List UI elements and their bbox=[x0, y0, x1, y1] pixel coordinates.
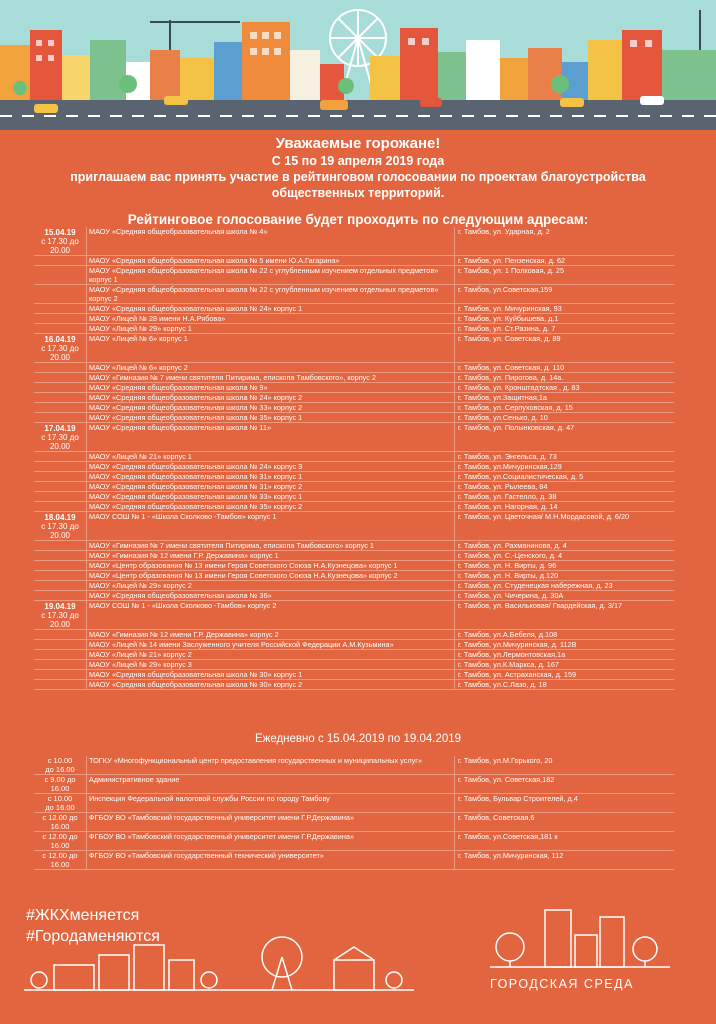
address-cell: г. Тамбов, ул.Советская,181 к bbox=[454, 832, 674, 850]
address-cell: г. Тамбов, ул. Советская, д. 89 bbox=[454, 334, 674, 362]
day-label: 18.04.19 bbox=[44, 513, 76, 522]
date-cell bbox=[34, 756, 86, 774]
time-to: 20.00 bbox=[49, 442, 71, 451]
date-cell bbox=[34, 482, 86, 491]
date-cell bbox=[34, 423, 86, 451]
date-cell bbox=[34, 630, 86, 639]
date-cell bbox=[34, 413, 86, 422]
organization-cell: МАОУ СОШ № 1 - «Школа Сколково -Тамбов» корпус 1 bbox=[86, 512, 454, 540]
table-row bbox=[34, 541, 674, 551]
time-to: 16.00 bbox=[50, 840, 70, 850]
table-row bbox=[34, 266, 674, 285]
organization-cell: МАОУ «Центр образования № 13 имени Героя Советского Союза Н.А.Кузнецова» корпус 1 bbox=[86, 561, 454, 570]
table-row bbox=[34, 334, 674, 363]
table-row bbox=[34, 502, 674, 512]
organization-cell: Инспекция Федеральной налоговой службы России по городу Тамбову bbox=[86, 794, 454, 812]
address-cell: г. Тамбов, ул. Серпуховская, д. 15 bbox=[454, 403, 674, 412]
organization-cell: МАОУ «Средняя общеобразовательная школа № 5 имени Ю.А.Гагарина» bbox=[86, 256, 454, 265]
organization-cell: МАОУ «Лицей № 29» корпус 2 bbox=[86, 581, 454, 590]
table-row bbox=[34, 413, 674, 423]
table-row bbox=[34, 373, 674, 383]
table-row bbox=[34, 452, 674, 462]
time-from: с 12.00 до bbox=[42, 851, 78, 860]
date-cell bbox=[34, 660, 86, 669]
date-cell bbox=[34, 256, 86, 265]
time-to: до 16.00 bbox=[45, 764, 75, 774]
address-cell: г. Тамбов, ул. Советская, д. 110 bbox=[454, 363, 674, 372]
date-cell bbox=[34, 472, 86, 481]
date-cell bbox=[34, 650, 86, 659]
table-row bbox=[34, 756, 674, 775]
organization-cell: ФГБОУ ВО «Тамбовский государственный университет имени Г.Р.Державина» bbox=[86, 813, 454, 831]
date-cell bbox=[34, 383, 86, 392]
table-row bbox=[34, 650, 674, 660]
address-cell: г. Тамбов, ул. Пензенская, д. 62 bbox=[454, 256, 674, 265]
organization-cell: ТОГКУ «Многофункциональный центр предоставления государственных и муниципальных услуг» bbox=[86, 756, 454, 774]
table-row bbox=[34, 851, 674, 870]
greeting: Уважаемые горожане! bbox=[275, 135, 441, 152]
address-cell: г. Тамбов, ул. Цветочная/ М.Н.Мордасовой, д. 6/20 bbox=[454, 512, 674, 540]
organization-cell: МАОУ «Средняя общеобразовательная школа № 31» корпус 2 bbox=[86, 482, 454, 491]
time-to: 20.00 bbox=[49, 353, 71, 362]
table-row bbox=[34, 383, 674, 393]
organization-cell: МАОУ «Лицей № 21» корпус 1 bbox=[86, 452, 454, 461]
date-cell bbox=[34, 571, 86, 580]
table-row bbox=[34, 256, 674, 266]
time-from: с 17.30 до bbox=[41, 344, 79, 353]
organization-cell: ФГБОУ ВО «Тамбовский государственный технический университет» bbox=[86, 851, 454, 869]
table-row bbox=[34, 561, 674, 571]
organization-cell: МАОУ «Средняя общеобразовательная школа № 35» корпус 1 bbox=[86, 413, 454, 422]
date-cell bbox=[34, 314, 86, 323]
hashtag: #Городаменяются bbox=[26, 928, 160, 945]
date-cell bbox=[34, 561, 86, 570]
date-cell bbox=[34, 670, 86, 679]
organization-cell: МАОУ «Средняя общеобразовательная школа № 30» корпус 1 bbox=[86, 670, 454, 679]
date-cell bbox=[34, 285, 86, 303]
table-row bbox=[34, 601, 674, 630]
address-cell: г. Тамбов, ул. Рылеева, 84 bbox=[454, 482, 674, 491]
address-cell: г. Тамбов, Советская,6 bbox=[454, 813, 674, 831]
date-cell bbox=[34, 813, 86, 831]
city-banner bbox=[0, 0, 716, 130]
date-cell bbox=[34, 775, 86, 793]
organization-cell: МАОУ «Средняя общеобразовательная школа № 22 с углубленным изучением отдельных предметов» корпус 2 bbox=[86, 285, 454, 303]
time-to: 20.00 bbox=[49, 246, 71, 255]
date-cell bbox=[34, 591, 86, 600]
organization-cell: МАОУ «Средняя общеобразовательная школа № 4» bbox=[86, 227, 454, 255]
address-cell: г. Тамбов, ул.Советская,159 bbox=[454, 285, 674, 303]
date-cell bbox=[34, 601, 86, 629]
address-cell: г. Тамбов, ул.Социалистическая, д. 5 bbox=[454, 472, 674, 481]
table-row bbox=[34, 482, 674, 492]
address-cell: г. Тамбов, ул. Полынковская, д. 47 bbox=[454, 423, 674, 451]
date-cell bbox=[34, 551, 86, 560]
table-row bbox=[34, 314, 674, 324]
table-row bbox=[34, 640, 674, 650]
table-row bbox=[34, 393, 674, 403]
organization-cell: МАОУ «Гимназия № 12 имени Г.Р. Державина» корпус 2 bbox=[86, 630, 454, 639]
daily-schedule-table bbox=[34, 756, 674, 870]
address-cell: г. Тамбов, ул. Н. Вирты, д. 96 bbox=[454, 561, 674, 570]
address-cell: г. Тамбов, ул. Астраханская, д. 159 bbox=[454, 670, 674, 679]
address-cell: г. Тамбов, ул. Пирогова, д. 14а. bbox=[454, 373, 674, 382]
table-row bbox=[34, 832, 674, 851]
organization-cell: МАОУ «Лицей № 28 имени Н.А.Рябова» bbox=[86, 314, 454, 323]
date-cell bbox=[34, 502, 86, 511]
organization-cell: МАОУ «Гимназия № 7 имени святителя Питирима, епископа Тамбовского» корпус 1 bbox=[86, 541, 454, 550]
time-from: с 17.30 до bbox=[41, 433, 79, 442]
date-cell bbox=[34, 393, 86, 402]
day-label: 17.04.19 bbox=[44, 424, 76, 433]
date-cell bbox=[34, 266, 86, 284]
address-cell: г. Тамбов, ул.Защитная,1а bbox=[454, 393, 674, 402]
organization-cell: МАОУ «Средняя общеобразовательная школа № 35» корпус 2 bbox=[86, 502, 454, 511]
table-row bbox=[34, 571, 674, 581]
organization-cell: МАОУ «Средняя общеобразовательная школа № 24» корпус 3 bbox=[86, 462, 454, 471]
organization-cell: МАОУ «Средняя общеобразовательная школа № 30» корпус 2 bbox=[86, 680, 454, 689]
time-to: 20.00 bbox=[49, 620, 71, 629]
subtitle: Рейтинговое голосование будет проходить по следующим адресам: bbox=[127, 212, 589, 227]
organization-cell: МАОУ «Средняя общеобразовательная школа № 9» bbox=[86, 383, 454, 392]
table-row bbox=[34, 670, 674, 680]
address-cell: г. Тамбов, ул. Кронштадтская , д. 83 bbox=[454, 383, 674, 392]
day-label: 15.04.19 bbox=[44, 228, 76, 237]
day-label: 19.04.19 bbox=[44, 602, 76, 611]
address-cell: г. Тамбов, ул. Чичерина, д. 30А bbox=[454, 591, 674, 600]
time-from: с 12.00 до bbox=[42, 832, 78, 841]
organization-cell: МАОУ «Средняя общеобразовательная школа № 24» корпус 2 bbox=[86, 393, 454, 402]
time-from: с 10.00 bbox=[47, 756, 73, 765]
date-cell bbox=[34, 227, 86, 255]
intro-block bbox=[0, 134, 716, 201]
table-row bbox=[34, 680, 674, 690]
organization-cell: МАОУ «Лицей № 6» корпус 2 bbox=[86, 363, 454, 372]
address-cell: г. Тамбов, ул.Мичуринская,129 bbox=[454, 462, 674, 471]
table-row bbox=[34, 591, 674, 601]
table-row bbox=[34, 492, 674, 502]
organization-cell: МАОУ СОШ № 1 - «Школа Сколково -Тамбов» корпус 2 bbox=[86, 601, 454, 629]
organization-cell: МАОУ «Лицей № 6» корпус 1 bbox=[86, 334, 454, 362]
time-from: с 17.30 до bbox=[41, 237, 79, 246]
organization-cell: МАОУ «Лицей № 29» корпус 3 bbox=[86, 660, 454, 669]
organization-cell: МАОУ «Средняя общеобразовательная школа № 31» корпус 1 bbox=[86, 472, 454, 481]
date-cell bbox=[34, 851, 86, 869]
brand-name: ГОРОДСКАЯ СРЕДА bbox=[490, 977, 634, 991]
daily-title: Ежедневно с 15.04.2019 по 19.04.2019 bbox=[254, 733, 462, 745]
address-cell: г. Тамбов, ул. Васильковая/ Гвардейская, д. 3/17 bbox=[454, 601, 674, 629]
address-cell: г. Тамбов, ул. 1 Полковая, д. 25 bbox=[454, 266, 674, 284]
time-from: с 10.00 bbox=[47, 794, 73, 803]
footer-city-illustration bbox=[24, 935, 414, 995]
dates: С 15 по 19 апреля 2019 года bbox=[271, 154, 445, 168]
table-row bbox=[34, 660, 674, 670]
hashtag: #ЖКХменяется bbox=[26, 907, 140, 924]
date-cell bbox=[34, 334, 86, 362]
brand-logo-icon bbox=[490, 905, 670, 971]
date-cell bbox=[34, 512, 86, 540]
address-cell: г. Тамбов, ул. Куйбышева, д.1 bbox=[454, 314, 674, 323]
date-cell bbox=[34, 324, 86, 333]
address-cell: г. Тамбов, ул. Гастелло, д. 38 bbox=[454, 492, 674, 501]
time-from: с 9.00 до bbox=[44, 775, 76, 784]
date-cell bbox=[34, 680, 86, 689]
table-row bbox=[34, 775, 674, 794]
table-row bbox=[34, 794, 674, 813]
date-cell bbox=[34, 832, 86, 850]
time-to: 16.00 bbox=[50, 783, 70, 793]
address-cell: г. Тамбов, ул.Мичуринская, 112 bbox=[454, 851, 674, 869]
organization-cell: ФГБОУ ВО «Тамбовский государственный университет имени Г.Р.Державина» bbox=[86, 832, 454, 850]
organization-cell: МАОУ «Лицей № 21» корпус 2 bbox=[86, 650, 454, 659]
organization-cell: МАОУ «Средняя общеобразовательная школа № 33» корпус 2 bbox=[86, 403, 454, 412]
table-row bbox=[34, 285, 674, 304]
table-row bbox=[34, 304, 674, 314]
organization-cell: МАОУ «Средняя общеобразовательная школа № 11» bbox=[86, 423, 454, 451]
organization-cell: МАОУ «Лицей № 29» корпус 1 bbox=[86, 324, 454, 333]
date-cell bbox=[34, 640, 86, 649]
organization-cell: МАОУ «Гимназия № 7 имени святителя Питирима, епископа Тамбовского», корпус 2 bbox=[86, 373, 454, 382]
date-cell bbox=[34, 452, 86, 461]
date-cell bbox=[34, 363, 86, 372]
date-cell bbox=[34, 403, 86, 412]
address-cell: г. Тамбов, ул. Энгельса, д. 73 bbox=[454, 452, 674, 461]
time-from: с 17.30 до bbox=[41, 522, 79, 531]
table-row bbox=[34, 813, 674, 832]
address-cell: г. Тамбов, ул. С.-Ценского, д. 4 bbox=[454, 551, 674, 560]
address-cell: г. Тамбов, ул. Мичуринская, 93 bbox=[454, 304, 674, 313]
table-row bbox=[34, 227, 674, 256]
time-from: с 17.30 до bbox=[41, 611, 79, 620]
address-cell: г. Тамбов, ул. Студенецкая набережная, д. 23 bbox=[454, 581, 674, 590]
address-cell: г. Тамбов, ул.Сенько, д. 10 bbox=[454, 413, 674, 422]
time-to: 16.00 bbox=[50, 859, 70, 869]
table-row bbox=[34, 423, 674, 452]
organization-cell: МАОУ «Средняя общеобразовательная школа № 36» bbox=[86, 591, 454, 600]
address-cell: г. Тамбов, Бульвар Строителей, д.4 bbox=[454, 794, 674, 812]
date-cell bbox=[34, 794, 86, 812]
organization-cell: МАОУ «Средняя общеобразовательная школа № 22 с углубленным изучением отдельных предметов» корпус 1 bbox=[86, 266, 454, 284]
invite-line-2: общественных территорий. bbox=[271, 186, 445, 200]
table-row bbox=[34, 472, 674, 482]
address-cell: г. Тамбов, ул. Рахманинова, д. 4 bbox=[454, 541, 674, 550]
table-row bbox=[34, 363, 674, 373]
time-to: 16.00 bbox=[50, 821, 70, 831]
day-label: 16.04.19 bbox=[44, 335, 76, 344]
address-cell: г. Тамбов, ул.С.Лазо, д. 18 bbox=[454, 680, 674, 689]
date-cell bbox=[34, 492, 86, 501]
address-cell: г. Тамбов, ул.М.Горького, 20 bbox=[454, 756, 674, 774]
time-to: до 16.00 bbox=[45, 802, 75, 812]
address-cell: г. Тамбов, ул.А.Бебеля, д.108 bbox=[454, 630, 674, 639]
organization-cell: МАОУ «Средняя общеобразовательная школа № 24» корпус 1 bbox=[86, 304, 454, 313]
date-cell bbox=[34, 581, 86, 590]
table-row bbox=[34, 581, 674, 591]
organization-cell: МАОУ «Лицей № 14 имени Заслуженного учителя Российской Федерации А.М.Кузьмина» bbox=[86, 640, 454, 649]
table-row bbox=[34, 551, 674, 561]
address-cell: г. Тамбов, ул. Ударная, д. 2 bbox=[454, 227, 674, 255]
organization-cell: МАОУ «Средняя общеобразовательная школа № 33» корпус 1 bbox=[86, 492, 454, 501]
table-row bbox=[34, 512, 674, 541]
table-row bbox=[34, 403, 674, 413]
organization-cell: МАОУ «Гимназия № 12 имени Г.Р. Державина» корпус 1 bbox=[86, 551, 454, 560]
date-cell bbox=[34, 462, 86, 471]
address-cell: г. Тамбов, ул.Мичуринская, д. 112В bbox=[454, 640, 674, 649]
address-cell: г. Тамбов, ул. Н. Вирты, д.120 bbox=[454, 571, 674, 580]
time-from: с 12.00 до bbox=[42, 813, 78, 822]
address-cell: г. Тамбов, ул. Советская,182 bbox=[454, 775, 674, 793]
table-row bbox=[34, 324, 674, 334]
date-cell bbox=[34, 541, 86, 550]
address-cell: г. Тамбов, ул. Ст.Разина, д. 7 bbox=[454, 324, 674, 333]
table-row bbox=[34, 462, 674, 472]
address-cell: г. Тамбов, ул.Лермонтовская,1а bbox=[454, 650, 674, 659]
address-cell: г. Тамбов, ул.К.Маркса, д. 167 bbox=[454, 660, 674, 669]
organization-cell: МАОУ «Центр образования № 13 имени Героя Советского Союза Н.А.Кузнецова» корпус 2 bbox=[86, 571, 454, 580]
table-row bbox=[34, 630, 674, 640]
date-cell bbox=[34, 304, 86, 313]
voting-schedule-table bbox=[34, 227, 674, 690]
organization-cell: Административное здание bbox=[86, 775, 454, 793]
address-cell: г. Тамбов, ул. Нагорная, д. 14 bbox=[454, 502, 674, 511]
time-to: 20.00 bbox=[49, 531, 71, 540]
invite-line-1: приглашаем вас принять участие в рейтинговом голосовании по проектам благоустройства bbox=[70, 170, 646, 184]
date-cell bbox=[34, 373, 86, 382]
